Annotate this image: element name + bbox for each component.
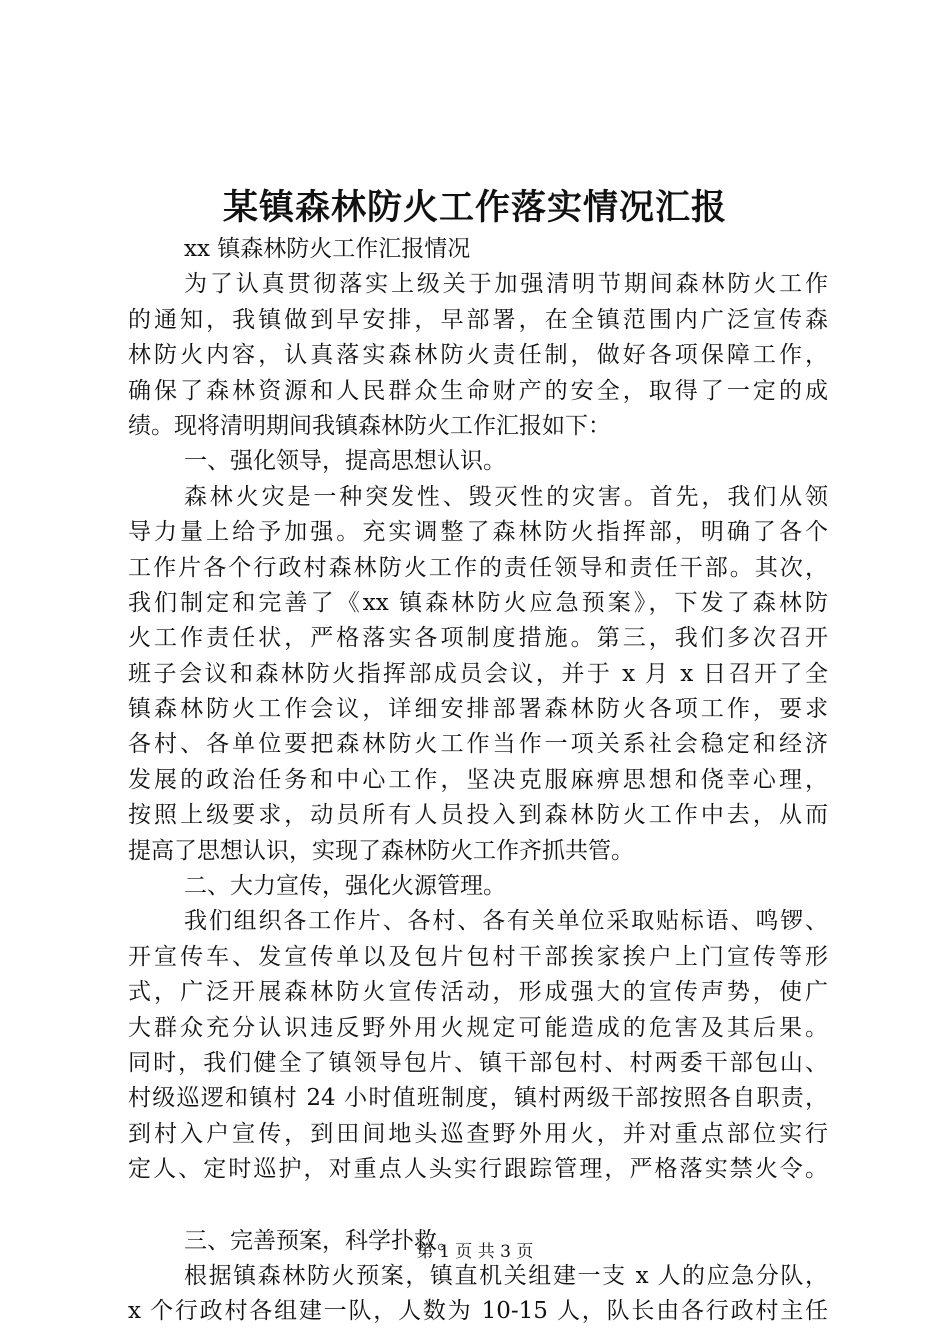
paragraph-line: 提高了思想认识，实现了森林防火工作齐抓共管。 — [128, 837, 634, 864]
paragraph-line: 工作片各个行政村森林防火工作的责任领导和责任干部。其次， — [128, 554, 828, 581]
paragraph-line: 我们制定和完善了《xx 镇森林防火应急预案》，下发了森林防 — [128, 589, 828, 616]
paragraph-line: 到村入户宣传，到田间地头巡查野外用火，并对重点部位实行 — [128, 1120, 828, 1147]
section-heading: 二、大力宣传，强化火源管理。 — [184, 873, 506, 900]
paragraph-line: 定人、定时巡护，对重点人头实行跟踪管理，严格落实禁火令。 — [128, 1156, 828, 1183]
paragraph-line: 的通知，我镇做到早安排，早部署，在全镇范围内广泛宣传森 — [128, 306, 828, 333]
paragraph-line: 同时，我们健全了镇领导包片、镇干部包村、村两委干部包山、 — [128, 1049, 828, 1076]
paragraph-line: 村级巡逻和镇村 24 小时值班制度，镇村两级干部按照各自职责， — [128, 1085, 828, 1112]
paragraph-line: 根据镇森林防火预案，镇直机关组建一支 x 人的应急分队， — [184, 1262, 828, 1289]
paragraph-line: 各村、各单位要把森林防火工作当作一项关系社会稳定和经济 — [128, 731, 828, 758]
paragraph-line: 发展的政治任务和中心工作，坚决克服麻痹思想和侥幸心理， — [128, 766, 828, 793]
document-title: 某镇森林防火工作落实情况汇报 — [222, 187, 727, 228]
paragraph-gap — [128, 1188, 828, 1224]
paragraph-line: 确保了森林资源和人民群众生命财产的安全，取得了一定的成 — [128, 377, 828, 404]
paragraph-line: 林防火内容，认真落实森林防火责任制，做好各项保障工作， — [128, 342, 828, 369]
document-body — [128, 232, 828, 1330]
paragraph-line: 式，广泛开展森林防火宣传活动，形成强大的宣传声势，使广 — [128, 979, 828, 1006]
paragraph-line: x 个行政村各组建一队，人数为 10-15 人，队长由各行政村主任 — [128, 1298, 828, 1325]
paragraph-line: 班子会议和森林防火指挥部成员会议，并于 x 月 x 日召开了全 — [128, 660, 828, 687]
paragraph-line: 镇森林防火工作会议，详细安排部署森林防火各项工作，要求 — [128, 696, 828, 723]
paragraph-line: 按照上级要求，动员所有人员投入到森林防火工作中去，从而 — [128, 802, 828, 829]
section-heading: 一、强化领导，提高思想认识。 — [184, 448, 506, 475]
paragraph-line: 我们组织各工作片、各村、各有关单位采取贴标语、鸣锣、 — [184, 908, 828, 935]
paragraph-line: 为了认真贯彻落实上级关于加强清明节期间森林防火工作 — [184, 271, 828, 298]
paragraph-line: 火工作责任状，严格落实各项制度措施。第三，我们多次召开 — [128, 625, 828, 652]
paragraph-line: 开宣传车、发宣传单以及包片包村干部挨家挨户上门宣传等形 — [128, 943, 828, 970]
paragraph-line: 绩。现将清明期间我镇森林防火工作汇报如下： — [128, 412, 611, 439]
subtitle-line: xx 镇森林防火工作汇报情况 — [184, 236, 471, 262]
paragraph-line: 森林火灾是一种突发性、毁灭性的灾害。首先，我们从领 — [184, 483, 828, 510]
page-number: 第 1 页 共 3 页 — [416, 1242, 534, 1262]
paragraph-line: 导力量上给予加强。充实调整了森林防火指挥部，明确了各个 — [128, 519, 828, 546]
paragraph-line: 大群众充分认识违反野外用火规定可能造成的危害及其后果。 — [128, 1014, 828, 1041]
section-heading: 三、完善预案，科学扑救。 — [184, 1227, 460, 1254]
